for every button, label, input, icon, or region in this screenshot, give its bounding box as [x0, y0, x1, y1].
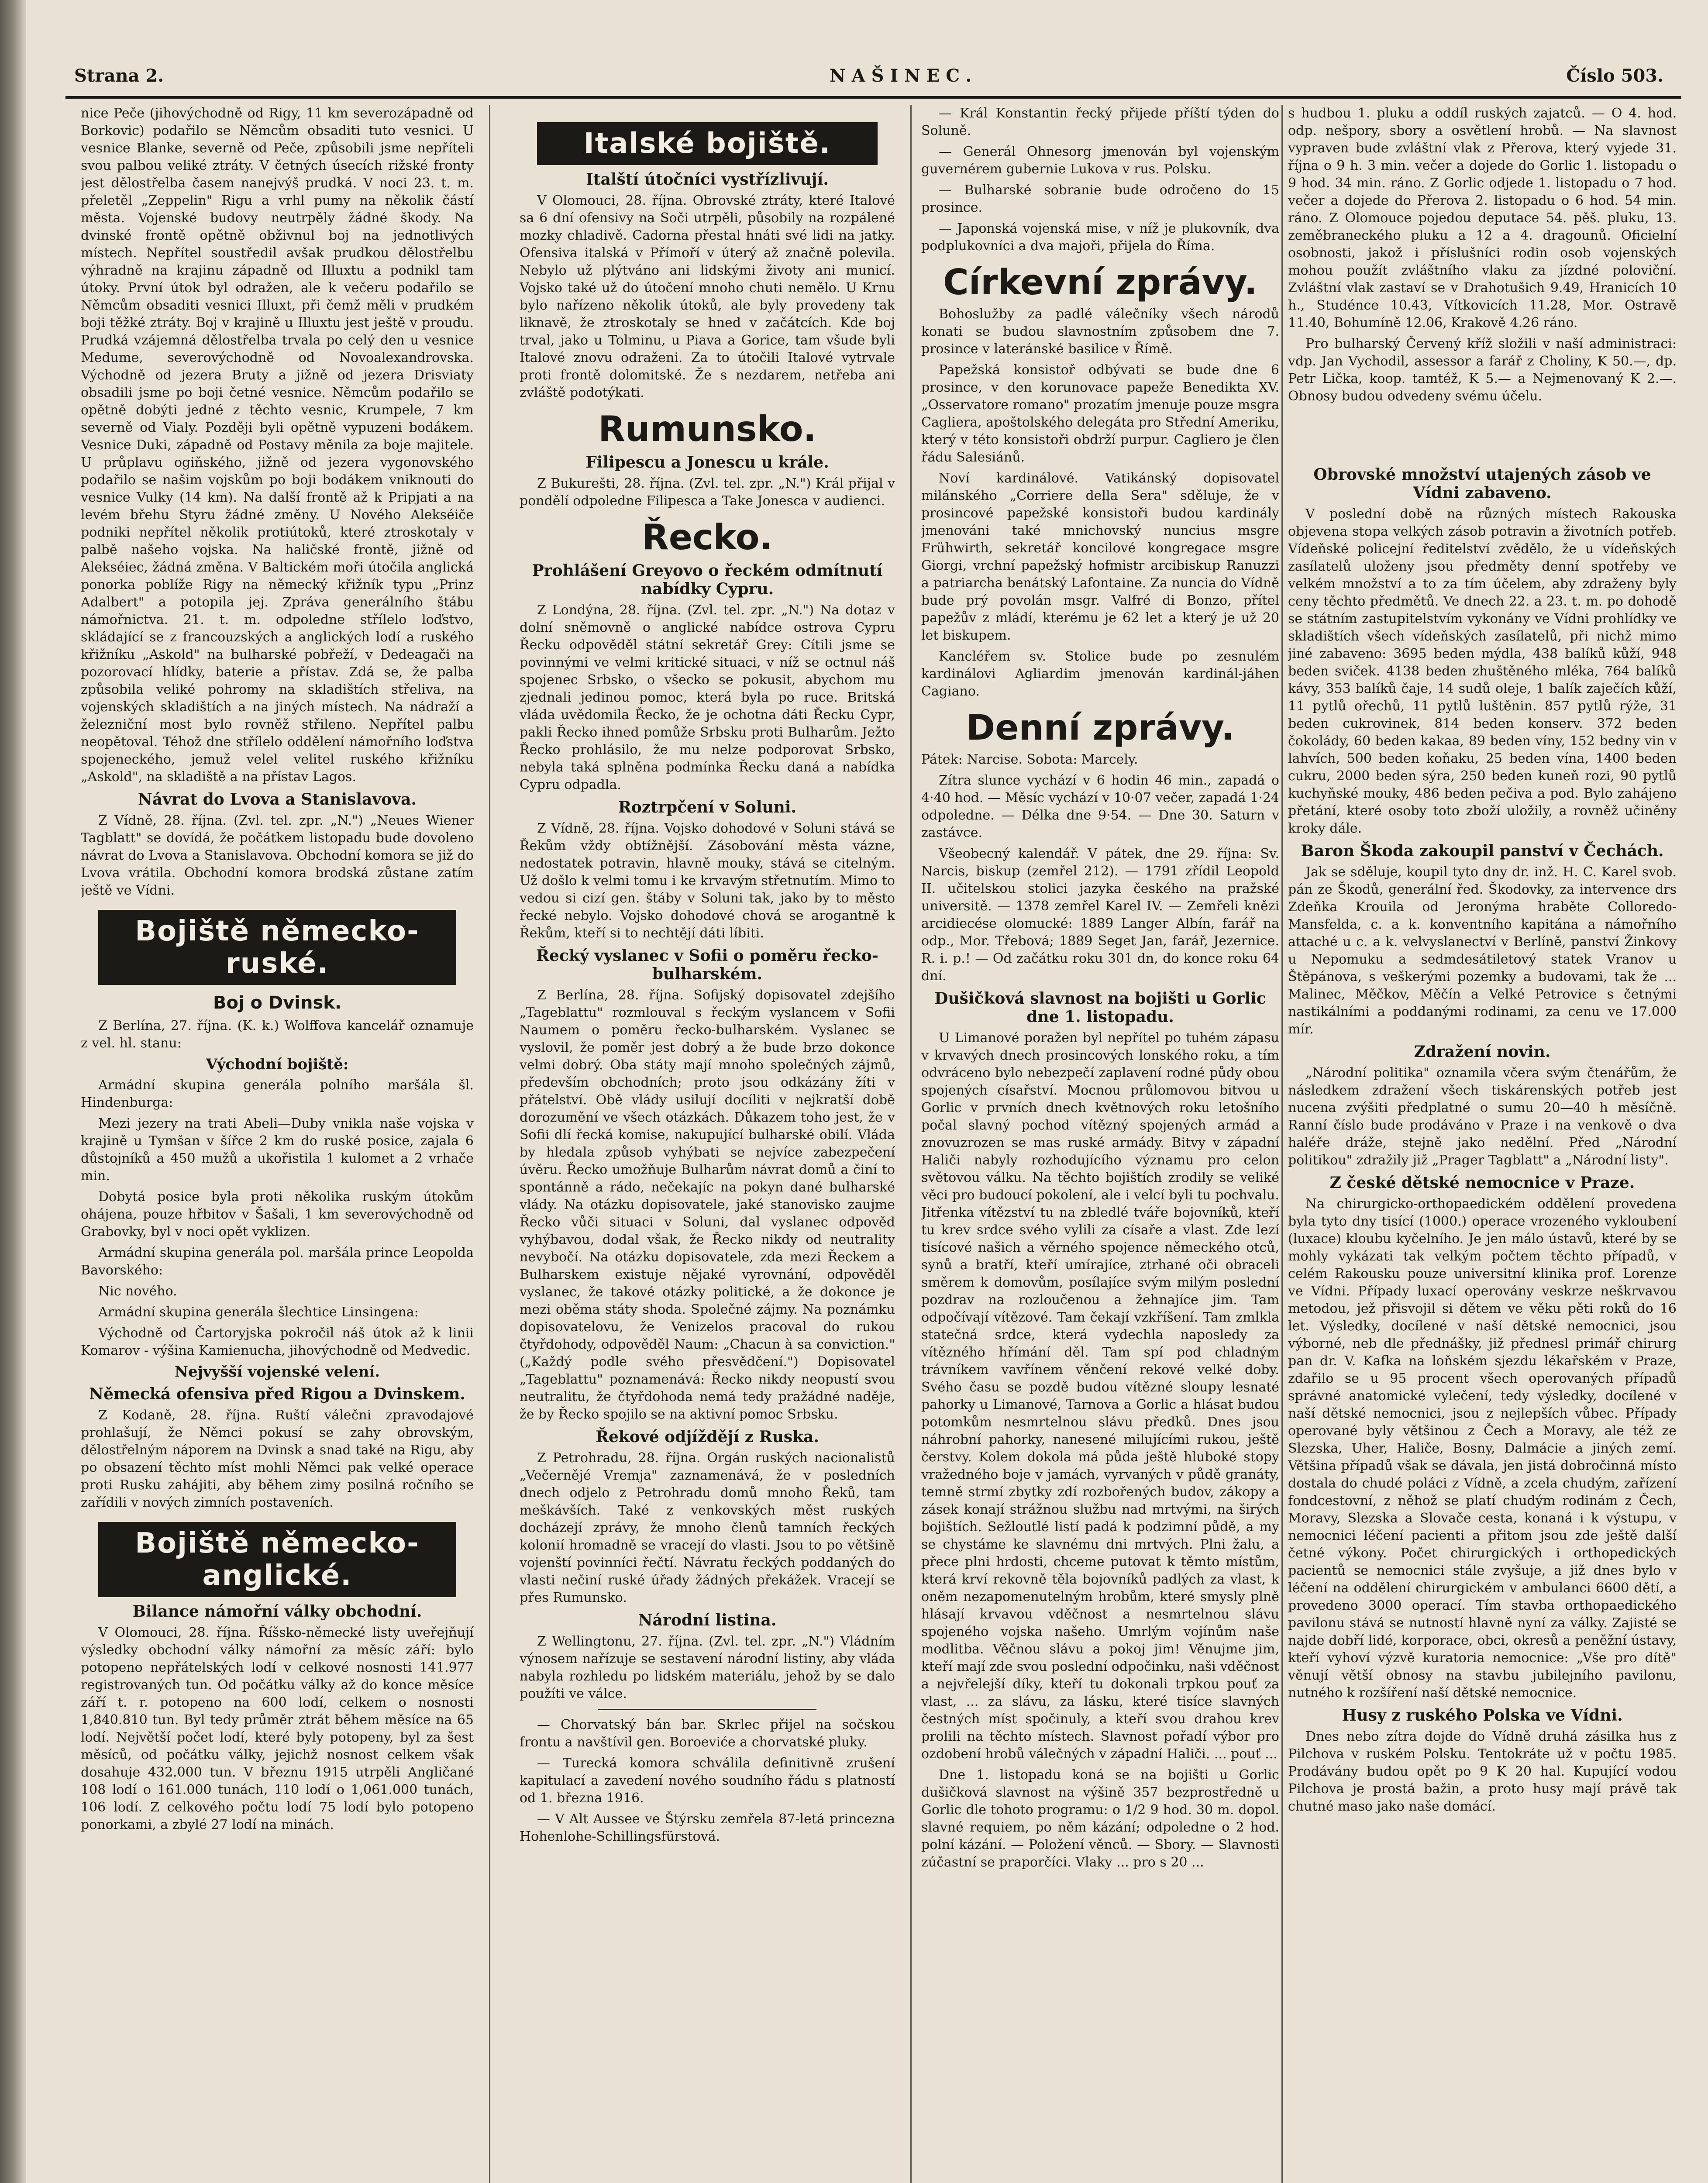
article-gorlice-program: Dne 1. listopadu koná se na bojišti u Gorlic dušičková slavnost na výšině 357 bezprostředně u Gorlic dle tohoto programu: o 1/2 9 hod. 30 m. dopol. slavné requiem, po něm kázání; odpoledne o 2 hod. polní kázání. — Položení věnců. — Sbory. — Slavnosti zúčastní se praporčíci. Vlaky ... pro s 20 ...: [921, 1767, 1279, 1870]
article-gorlice-train: s hudbou 1. pluku a oddíl ruských zajatců. — O 4. hod. odp. nešpory, sbory a osvětlení hrobů. — Na slavnost vypraven bude zvláštní vlak z Přerova, který vyjede 31. října o 9 h. 3 min. večer a dojede do Gorlic 1. listopadu o 9 hod. 34 min. ráno. Z Gorlic odjede 1. listopadu o 7 hod. večer a dojede do Přerova 2. listopadu o 6 hod. 54 min. ráno. Z Olomouce pojedou deputace 54. pěš. pluku, 13. zeměbraneckého pluku a 12 a 4. dragounů. Oficielní osobnosti, jakož i příslušníci rodin osob vojenských mohou použít zvláštního vlaku za jízdné poloviční. Zvláštní vlak zastaví se v Drahotušich 9.49, Hranicích 10 h., Studénce 10.43, Vítkovicích 11.28, Mor. Ostravě 11.40, Bohumíně 12.06, Krakově 4.26 ráno.: [1288, 106, 1677, 331]
article-leopold: Armádní skupina generála pol. maršála prince Leopolda Bavorského:: [81, 1245, 474, 1278]
section-banner-german-russian: Bojiště německo-ruské.: [98, 910, 456, 985]
subheading-east-front: Východní bojiště:: [206, 1056, 349, 1073]
brief-ohnesorg: — Generál Ohnesorg jmenován byl vojenským guvernérem gubernie Lukova v rus. Polsku.: [921, 144, 1279, 177]
headline-childrens-hospital: Z české dětské nemocnice v Praze.: [1329, 1174, 1635, 1192]
article-kamienucha: Východně od Čartoryjska pokročil náš útok až k linii Komarov - výšina Kamienucha, jihovýchodně od Medvedic.: [81, 1326, 474, 1358]
headline-filipescu: Filipescu a Jonescu u krále.: [585, 453, 829, 472]
blank-space: [1288, 409, 1677, 435]
headline-lvov: Návrat do Lvova a Stanislavova.: [138, 790, 417, 809]
article-salonika: Z Vídně, 28. října. Vojsko dohodové v Soluni stává se Řekům vždy obtížnější. Zásobování města vázne, nedostatek potravin, hlavně mouky, stává se citelným. Už došlo k velmi tomu i ke krvavým střetnutím. Mimo to vedou si cizí gen. štáby v Soluni tak, jako by to město řecké nebylo. Vojsko dohodové chová se arogantně k Řekům, kteří si to nechtějí dáti líbiti.: [520, 821, 895, 941]
article-german-offensive: Z Kodaně, 28. října. Ruští válečni zpravodajové prohlašují, že Němci pokusí se zahy obrovským, dělostřelným náporem na Dvinsk a snad také na Rigu, aby po obsazení těchto míst mohli Němci pak velké operace proti Rusku zahájiti, aby během zimy posilná ročního se zařídili v nových zimních postaveních.: [81, 1408, 474, 1510]
article-riga-continued: nice Peče (jihovýchodně od Rigy, 11 km severozápadně od Borkovic) podařilo se Němcům obsaditi tuto vesnici. U vesnice Blanke, severně od Peče, způsobili jsme nepříteli svou palbou veliké ztráty. V četných úsecích rižské fronty jest dělostřelba časem nanejvýš prudká. V noci 23. t. m. přeletěl „Zeppelin" Rigu a vrhl pumy na několik částí města. Vojenské budovy neutrpěly žádné škody. Na dvinské frontě opětně obživnul boj na jednotlivých místech. Nepřítel soustředil avšak prudkou dělostřelbu výhradně na krajinu západně od Illuxtu a podnikl tam útoky. První útok byl odražen, ale k večeru podařilo se Němcům obsaditi vesnici Illuxt, při čemž měli v prudkém boji těžké ztráty. Boj v krajině u Illuxtu jest ještě v proudu. Prudká vzájemná dělostřelba trvala po celý den u vesnice Medume, severovýchodně od Novoalexandrovska. Východně od jezera Bruty a jižně od jezera Drisviaty obsadili jsme po boji četné vesnice. Němcům podařilo se opětně dobýti jedné z těchto vesnic, Krumpele, 7 km severně od Vialy. Později byli opětně vypuzeni bodákem. Vesnice Duki, západně od Postavy měnila za boje majitele. U průplavu ogiňského, jižně od jezera vygonovského podařilo se našim vojskům po boji bodákem vniknouti do vesnice Vulky (14 km). Na další frontě až k Pripjati a na levém břehu Styru žádné změny. U Nového Alekséiče podniki nepřítel několik protiútoků, které ztroskotaly v palbě našeho vojska. Na haličské frontě, jižně od Alekséiec, žádná změna. V Baltickém moři útočila anglická ponorka poblíže Rigy na německý křižník typu „Prinz Adalbert" a potopila jej. Zpráva generálního štábu námořnictva. 21. t. m. odpoledne střílelo loďstvo, skládající se z francouzských a anglických lodí a ruského křižníku „Askold" na bulharské pobřeží, v Dedeagači na pozorovací hlídky, baterie a přístav. Zdá se, že palba způsobila veliké pohromy na skladištích střeliva, na vojenských skladištích a na jiných místech. Na nádraží a železniční most bylo rovněž střileno. Nepřítel palbu neopětoval. Téhož dne střílelo oddělení námořního loďstva spojeneckého, jemuž velel velitel ruského křižníku „Askold", na skladiště a na přístav Lagos.: [81, 106, 474, 785]
brief-japan-mission: — Japonská vojenská mise, v níž je plukovník, dva podplukovníci a dva majoři, přijela do Říma.: [921, 221, 1279, 254]
article-sofia-envoy: Z Berlína, 28. října. Sofijský dopisovatel zdejšího „Tageblattu" rozmlouval s řeckým vyslancem v Sofii Naumem o poměru řecko-bulharském. Vyslanec se vyslovil, že poměr jest dobrý a že bude brzo dokonce velmi dobrý. Oba státy mají mnoho společných zájmů, především obchodních; proto jsou odkázány žíti v přátelství. Obě vlády usilují docíliti v nejkratší době dorozumění ve všech otázkách. Důkazem toho jest, že v Sofii dlí řecká komise, nakupující bulharské obilí. Vláda by hledala způsob vyhýbati se nejvíce zabezpečení úvěru. Řecko umožňuje Bulharům návrat domů a činí to spontánně a rádo, nečekajíc na pokyn dané bulharské vlády. Na otázku dopisovatele, jaké stanovisko zaujme Řecko vůči situaci v Soluni, dal vyslanec odpověď vyhýbavou, dodal však, že Řecko nikdy od neutrality nevybočí. Na otázku dopisovatele, zda mezi Řeckem a Bulharskem existuje nějaké vyrovnání, odpověděl vyslanec, že takové otázky politické, a že dokonce je mezi oběma státy shoda. Společné zájmy. Na poznámku dopisovatelovu, že Venizelos pracoval do rukou čtyřdohody, odpověděl Naum: „Chacun à sa conviction." („Každý podle svého přesvědčení.") Dopisovatel „Tageblattu" poznamenává: Řecko nikdy neopustí svou neutralitu, že čtyřdohoda nemá tedy pražádné naděje, že by Řecko spojilo se na aktivní pomoc Srbsku.: [520, 988, 895, 1422]
article-cyprus: Z Londýna, 28. října. (Zvl. tel. zpr. „N.") Na dotaz v dolní sněmovně o anglické nabídce ostrova Cypru Řecku odpověděl státní sekretář Grey: Cítili jsme se povinnými ve velmi kritické situaci, v níž se octnul náš spojenec Srbsko, o všecko se pokusit, abychom mu zjednali jedinou pomoc, která byla po ruce. Britská vláda uvědomila Řecko, že je ochotna dáti Řecku Cypr, pakli Řecko ihned pomůže Srbsku proti Bulharům. Ježto Řecko prohlásilo, že mu nelze podporovat Srbsko, nebyla taká splněna podmínka Řecku daná a nabídka Cypru odpadla.: [520, 603, 895, 792]
article-geese: Dnes nebo zítra dojde do Vídně druhá zásilka hus z Pilchova v ruském Polsku. Tentokráte už v počtu 1985. Prodávány budou opět po 9 K 20 hal. Kupující vodou Pilchova je prostá bažin, a proto husy mají právě tak chutné maso jako naše domácí.: [1288, 1729, 1677, 1814]
article-linsingen: Armádní skupina generála šlechtice Linsingena:: [98, 1305, 419, 1320]
headline-skoda-estate: Baron Škoda zakoupil panství v Čechách.: [1301, 842, 1664, 860]
article-naval-balance: V Olomouci, 28. října. Říšsko-německé listy uveřejňují výsledky obchodní války námořní za měsíc září: bylo potopeno nepřátelských lodí v celkové nosnosti 141.977 registrovaných tun. Od počátku války až do konce měsíce září t. r. potopeno na 600 lodí, celkem o nosnosti 1,840.810 tun. Byl tedy průměr ztrát během měsíce na 65 lodí. Největší počet lodí, které byly potopeny, byl za šest měsíců, od počátku války, jejichž nosnost celkem však dosahuje 432.000 tun. V březnu 1915 utrpěli Angličané 108 lodí o 161.000 tunách, 110 lodí o 1,061.000 tunách, 106 lodí. Z celkového počtu lodí 75 lodí bylo potopeno ponorkami, a zbylé 27 lodí na minách.: [81, 1625, 474, 1832]
name-days: Pátek: Narcise. Sobota: Marcely.: [921, 752, 1138, 767]
article-national-register: Z Wellingtonu, 27. října. (Zvl. tel. zpr. „N.") Vládním výnosem nařízuje se sestavení národní listiny, aby vláda nabyla rozhledu po lidském materiálu, jehož by se dalo použíti ve válce.: [520, 1634, 895, 1701]
article-lvov: Z Vídně, 28. října. (Zvl. tel. zpr. „N.") „Neues Wiener Tagblatt" se dovídá, že počátkem listopadu bude dovoleno návrat do Lvova a Stanislavova. Obchodní komora se již do Lvova vrátila. Obchodní komora brodská zůstane zatím ještě ve Vídni.: [81, 813, 474, 898]
article-gorlice-memorial: U Limanové poražen byl nepřítel po tuhém zápasu v krvavých dnech prosincových lonského roku, a tím odvráceno bylo nebezpečí zaplavení rodné půdy obou spojených císařství. Mocnou průlomovou bitvou u Gorlic v prvních dnech květnových roku letošního počal slavný pochod vítězný spojených armád a znovuzrozen se mas ruské armády. Bitvy v západní Haliči nabyly rozhodujícího významu pro celon světovou válku. Na těchto bojištích zrodily se veliké věci pro budoucí pokolení, ale i velcí byli tu pochvalu. Jitřenka vítězství tu na zbledlé tváře bojovníků, kteří tu krev srdce svého vylili za císaře a vlast. Zde lezí tisícové našich a věrného spojence německého otců, synů a bratří, kteří umírajíce, ztrhané oči obraceli směrem k domovům, posílajíce svým milým poslední pozdrav na rozloučenou a žehnajíce jim. Tam odpočívají vítězové. Tam čekají vzkříšení. Tam zmlkla statečná srdce, která vydechla naposledy za vítězného hřímání děl. Tam spí pod chladným trávníkem vavřínem věnčení rekové velké doby. Svého času se pozdě budou vítězné sloupy lesnaté pahorky u Limanové, Tarnova a Gorlic a hlásat budou potomkům nesmrtelnou slávu předků. Dnes jsou náhrobní pahorky, nanesené milujícími rukou, ještě čerstvy. Kolem dokola má půda ještě hluboké stopy vražedného boje v jamách, vyrvaných v půdě granáty, temně strmí zbytky zdí rozbořených budov, zákopy a zásek konají strážnou službu nad mrtvými, na širých bojištích. Sežloutlé listí padá k podzimní půdě, a my se chystáme ke slavnému dni mrtvých. Plni žalu, a přece plni hrdosti, chceme putovat k těmto místům, která krví rekovně těla bojovníků padlých za vlast, k oněm nezapomenutelným hrobům, které smysly plně hlásají krvavou vděčnost a nesmrtelnou slávu spojeného vojska našeho. Umrlým vojínům naše modlitba. Věčnou slávu a pokoj jim! Věnujme jim, kteří mají zde svou poslední odpočinku, naši vděčnost a nejvřelejší díky, kteří tu dokonali trpkou pouť za vlast, ... za slávu, za lásku, které tisíce slavných čestných míst spočinuly, a kteří svou drahou krev prolili na těchto místech. Slavnost pořadí výbor pro ozdobení hrobů válečných v západní Haliči. ... pouť ...: [921, 1030, 1279, 1762]
brief-sobranje: — Bulharské sobranie bude odročeno do 15 prosince.: [921, 182, 1279, 215]
article-new-cardinals: Noví kardinálové. Vatikánský dopisovatel milánského „Corriere della Sera" sděluje, že v prosincové papežské konsistoři budou kardinály jmenováni také mnichovský nuncius msgre Frühwirth, sekretář koncilové kongregace msgre Giorgi, vrchní papežský hofmistr arcibiskup Ranuzzi a patriarcha benátský Lafontaine. Za nuncia do Vídně bude prý povolán msgr. Valfré di Bonzo, přítel papežův z mládí, kterému je 62 let a který je už 20 let biskupem.: [921, 471, 1279, 643]
separator-rule: [598, 1709, 816, 1710]
article-dvinsk-intro: Z Berlína, 27. října. (K. k.) Wolffova kancelář oznamuje z vel. hl. stanu:: [81, 1018, 474, 1051]
column-1: [81, 105, 474, 2183]
article-hindenburg: Armádní skupina generála polního maršála šl. Hindenburga:: [81, 1078, 474, 1110]
headline-national-register: Národní listina.: [638, 1611, 777, 1629]
page-number: Strana 2.: [74, 65, 164, 86]
article-red-cross: Pro bulharský Červený kříž složili v naší administraci: vdp. Jan Vychodil, assessor a farář z Choliny, K 50.—, dp. Petr Lička, koop. tamtéž, K 5.— a Nejmenovaný K 2.—. Obnosy budou odvedeny svému účelu.: [1288, 336, 1677, 404]
section-head-daily-news: Denní zprávy.: [966, 707, 1235, 748]
brief-konstantin: — Král Konstantin řecký přijede příští týden do Soluně.: [921, 106, 1279, 138]
headline-salonika: Roztrpčení v Soluni.: [618, 798, 797, 816]
brief-croatia: — Chorvatský bán bar. Skrlec přijel na sočskou frontu a navštívil gen. Boroeviće a chorvatské pluky.: [520, 1717, 895, 1750]
blank-space: [1288, 435, 1677, 461]
masthead: NAŠINEC.: [830, 65, 978, 86]
article-italian-attackers: V Olomouci, 28. října. Obrovské ztráty, které Italové sa 6 dní ofensivy na Soči utrpěli, působily na rozpálené mozky chladivě. Cadorna přestal hnáti své lidi na jatky. Ofensiva italská v Přímoří v úterý až značně polevila. Nebylo už plýtváno ani lidskými životy ani municí. Vojsko také už do útočení mnoho chuti nemělo. U Krnu bylo nařízeno několik útoků, ale byly provedeny tak liknavě, že ztroskotaly se hned v začátcích. Kde boj trval, jako u Tolminu, u Piava a Gorice, tam všude byli Italové znovu odraženi. Za to útočili Italové vytrvale proti frontě dolomitské. Že s nezdarem, netřeba ani zvláště podotýkati.: [520, 193, 895, 400]
article-chancellor: Kancléřem sv. Stolice bude po zesnulém kardinálovi Agliardim jmenován kardinál-jáhen Cagiano.: [921, 649, 1279, 699]
article-skoda-estate: Jak se sděluje, koupil tyto dny dr. inž. H. C. Karel svob. pán ze Škodů, generální řed. Škodovky, za intervence drs Zdeňka Krouila od Jeronýma hraběte Colloredo-Mansfelda, c. a k. konventního kapitána a námořního attaché u c. a k. velvyslanectví v Berlíně, panství Žinkovy u Nepomuku a sedmdesátiletový statek Vranov u Štěpánova, s veškerými pozemky a budovami, tak že ... Malinec, Měčkov, Měčín a Velké Petrovice s četnými nastikálními a poddanými rodinami, za cenu ve 17.000 mír.: [1288, 864, 1677, 1037]
section-head-greece: Řecko.: [642, 517, 773, 558]
article-newspaper-price: „Národní politika" oznamila včera svým čtenářům, že následkem zdražení všech tiskárenských potřeb jest nucena zvýšiti předplatné o sumu 20—40 h měsíčně. Ranní číslo bude prodáváno v Praze i na venkově o dva haléře dráže, stejně jako nedělní. Před „Národní politikou" zdražily již „Prager Tagblatt" a „Národní listy".: [1288, 1065, 1677, 1168]
article-saali: Dobytá posice byla proti několika ruským útokům ohájena, pouze hřbitov v Šašali, 1 km severovýchodně od Grabovky, byl v noci opět vyklizen.: [81, 1189, 474, 1240]
column-divider: [489, 105, 490, 2183]
headline-german-offensive: Německá ofensiva před Rigou a Dvinskem.: [89, 1385, 465, 1403]
brief-turkey: — Turecká komora schválila definitivně zrušení kapitulací a zavedení nového soudního řádu s platností od 1. března 1916.: [520, 1756, 895, 1806]
calendar-entry: Všeobecný kalendář. V pátek, dne 29. října: Sv. Narcis, biskup (zemřel 212). — 1791 zřídil Leopold II. učitelskou stolici jazyka českého na pražské universitě. — 1378 zemřel Karel IV. — Zemřeli knězi arcidiecése olomucké: 1889 Langer Albín, farář na odp., Mor. Třebová; 1889 Seget Jan, farář, Jezernice. R. i. p.! — Od začátku roku 301 dn, do konce roku 64 dní.: [921, 846, 1279, 984]
headline-italian-attackers: Italští útočníci vystřízlivují.: [586, 170, 829, 189]
article-masses: Bohoslužby za padlé válečníky všech národů konati se budou slavnostním způsobem dne 7. prosince v lateránské basilice v Římě.: [921, 306, 1279, 357]
column-4: [1288, 105, 1677, 2183]
headline-greeks-leave-russia: Řekové odjíždějí z Ruska.: [596, 1428, 819, 1446]
headline-geese: Husy z ruského Polska ve Vídni.: [1342, 1706, 1623, 1725]
scan-edge-shadow: [0, 0, 26, 2183]
column-2: [520, 105, 895, 2183]
article-filipescu: Z Bukurešti, 28. října. (Zvl. tel. zpr. „N.") Král přijal v pondělí odpoledne Filipesca a Take Jonesca v audienci.: [520, 476, 895, 509]
signature-supreme-command: Nejvyšší vojenské velení.: [174, 1363, 380, 1381]
column-3: [921, 105, 1279, 2183]
article-hidden-stores: V poslední době na různých místech Rakouska objevena stopa velkých zásob potravin a životních potřeb. Vídeňské policejní ředitelství zvědělo, že u vídeňských zasílatelů uloženy jsou předměty denní spotřeby ve velkém množství a to za tím účelem, aby zdraženy byly ceny těchto předmětů. Ve dnech 22. a 23. t. m. po dohodě se státním zastupitelstvím vykonány ve Vídni prohlídky ve skladištích všech vídeňských zasílatelů, při nichž mimo jiné zabaveno: 3695 beden mýdla, 438 balíků kůží, 948 beden sviček. 4138 beden zhuštěného mléka, 764 balíků kávy, 353 balíků čaje, 14 sudů oleje, 1 balík zaječích kůží, 11 pytlů ořechů, 11 pytlů luštěnin. 857 pytlů rýže, 31 beden cukrovinek, 814 beden konserv. 372 beden čokolády, 60 beden kakaa, 89 beden víny, 152 bedny vin v lahvích, 500 beden koňaku, 25 beden vína, 1400 beden cukru, 2000 beden sýra, 250 beden kuneň rozi, 90 pytlů kuchyňské mouky, 486 beden pečiva a pod. Bylo zahájeno přetání, které osoby toto zboží uložily, a rovněž učiněny kroky dále.: [1288, 506, 1677, 836]
section-banner-german-english: Bojiště německo-anglické.: [98, 1522, 456, 1597]
headline-gorlice-memorial: Dušičková slavnost na bojišti u Gorlic dne 1. listopadu.: [934, 989, 1266, 1026]
headline-sofia-envoy: Řecký vyslanec v Sofii o poměru řecko-bulharském.: [536, 947, 878, 983]
page-header: [65, 65, 1681, 100]
section-banner-italy: Italské bojiště.: [537, 122, 878, 165]
header-rule: [65, 96, 1681, 99]
headline-hidden-stores: Obrovské množství utajených zásob ve Vídni zabaveno.: [1313, 465, 1651, 502]
article-abeli: Mezi jezery na trati Abeli—Duby vnikla naše vojska v krajině u Tymšan v šířce 2 km do ruské posice, zajala 6 důstojníků a 450 mužů a ukořistila 1 kulomet a 2 vrhače min.: [81, 1116, 474, 1184]
brief-alt-aussee: — V Alt Aussee ve Štýrsku zemřela 87-letá princezna Hohenlohe-Schillingsfürstová.: [520, 1811, 895, 1844]
headline-naval-balance: Bilance námořní války obchodní.: [132, 1602, 422, 1621]
section-head-church: Církevní zprávy.: [943, 262, 1257, 303]
issue-number: Číslo 503.: [1566, 65, 1663, 86]
article-nothing-new: Nic nového.: [98, 1284, 177, 1299]
headline-dvinsk: Boj o Dvinsk.: [213, 993, 342, 1013]
column-divider: [1281, 105, 1283, 2183]
headline-cyprus: Prohlášení Greyovo o řeckém odmítnutí nabídky Cypru.: [532, 561, 883, 598]
column-divider: [910, 105, 912, 2183]
article-consistory: Papežská konsistoř odbývati se bude dne 6 prosince, v den korunovace papeže Benedikta XV. „Osservatore romano" prozatím jmenuje pouze msgra Cagliera, apoštolského delegáta pro Střední Ameriku, který v této konsistoři obdrží purpur. Cagliero je člen řádu Salesiánů.: [921, 362, 1279, 465]
section-head-romania: Rumunsko.: [598, 409, 816, 449]
article-greeks-leave-russia: Z Petrohradu, 28. října. Orgán ruských nacionalistů „Večernějé Vremja" zaznamenává, že v posledních dnech odjelo z Petrohradu domů mnoho Řeků, tam meškávších. Také z venkovských měst ruských docházejí zprávy, že mnoho členů tamních řeckých kolonií hromadně se vracejí do vlasti. Jsou to po většině vojenští povinníci řečtí. Návratu řeckých poddaných do vlasti nečiní ruské úřady žádných překážek. Vracejí se přes Rumunsko.: [520, 1450, 895, 1605]
article-childrens-hospital: Na chirurgicko-orthopaedickém oddělení provedena byla tyto dny tisící (1000.) operace vrozeného vykloubení (luxace) kloubu kyčelního. Je jen málo ústavů, které by se mohly vykázati tak velkým počtem těchto případů, v celém Rakousku pouze universitní klinika prof. Lorenze ve Vídni. Případy luxací operovány veskrze neškrvavou metodou, jež přisvojil si dětem ve věku pěti roků do 16 let. Výsledky, docílené v naší dětské nemocnici, jsou výborné, neb dle přednášky, již přednesl primář chirurg pan dr. V. Kafka na loňském sjezdu lékařském v Praze, zdařilo se u 95 procent všech operovaných případů správné anatomické vylečení, tedy výsledky, docílené v naší dětské nemocnici, jsou z nejlepších vůbec. Případy operované byly většinou z Čech a Moravy, ale též ze Slezska, Uher, Haliče, Bosny, Dalmácie a jiných zemí. Většina případů však se dávala, jen jistá dobročinná místo dostala do chudé poláci z Vídně, a zcela chudým, zařízení fondcestovní, z něhož se platí chudým rodinám z Čech, Moravy, Slezska a Slovače cesta, konaná i k výstupu, v nemocnici léčení pacienti a přitom jsou zde ještě další četné výkony. Počet chirurgických i orthopedických pacientů se nemocnici stále zvyšuje, a již dnes bylo v léčení na oddělení chirurgickém v ambulanci 6600 dětí, a provedeno 3000 operací. Tím stavba orthopaedického pavilonu stává se nutností hlavně nyní za války. Zajisté se najde dobří lidé, korporace, obci, okresů a peněžní ústavy, kteří vyhoví výzvě kuratoria nemocnice: „Vše pro dítě" věnují větší obnosy na stavbu jubilejního pavilonu, nutného k rozšíření naší dětské nemocnice.: [1288, 1196, 1677, 1701]
sun-moon-times: Zítra slunce vychází v 6 hodin 46 min., zapadá o 4·40 hod. — Měsíc vychází v 10·07 večer, zapadá 1·24 odpoledne. — Délka dne 9·54. — Dne 30. Saturn v zastávce.: [921, 773, 1279, 840]
headline-newspaper-price: Zdražení novin.: [1414, 1043, 1551, 1061]
